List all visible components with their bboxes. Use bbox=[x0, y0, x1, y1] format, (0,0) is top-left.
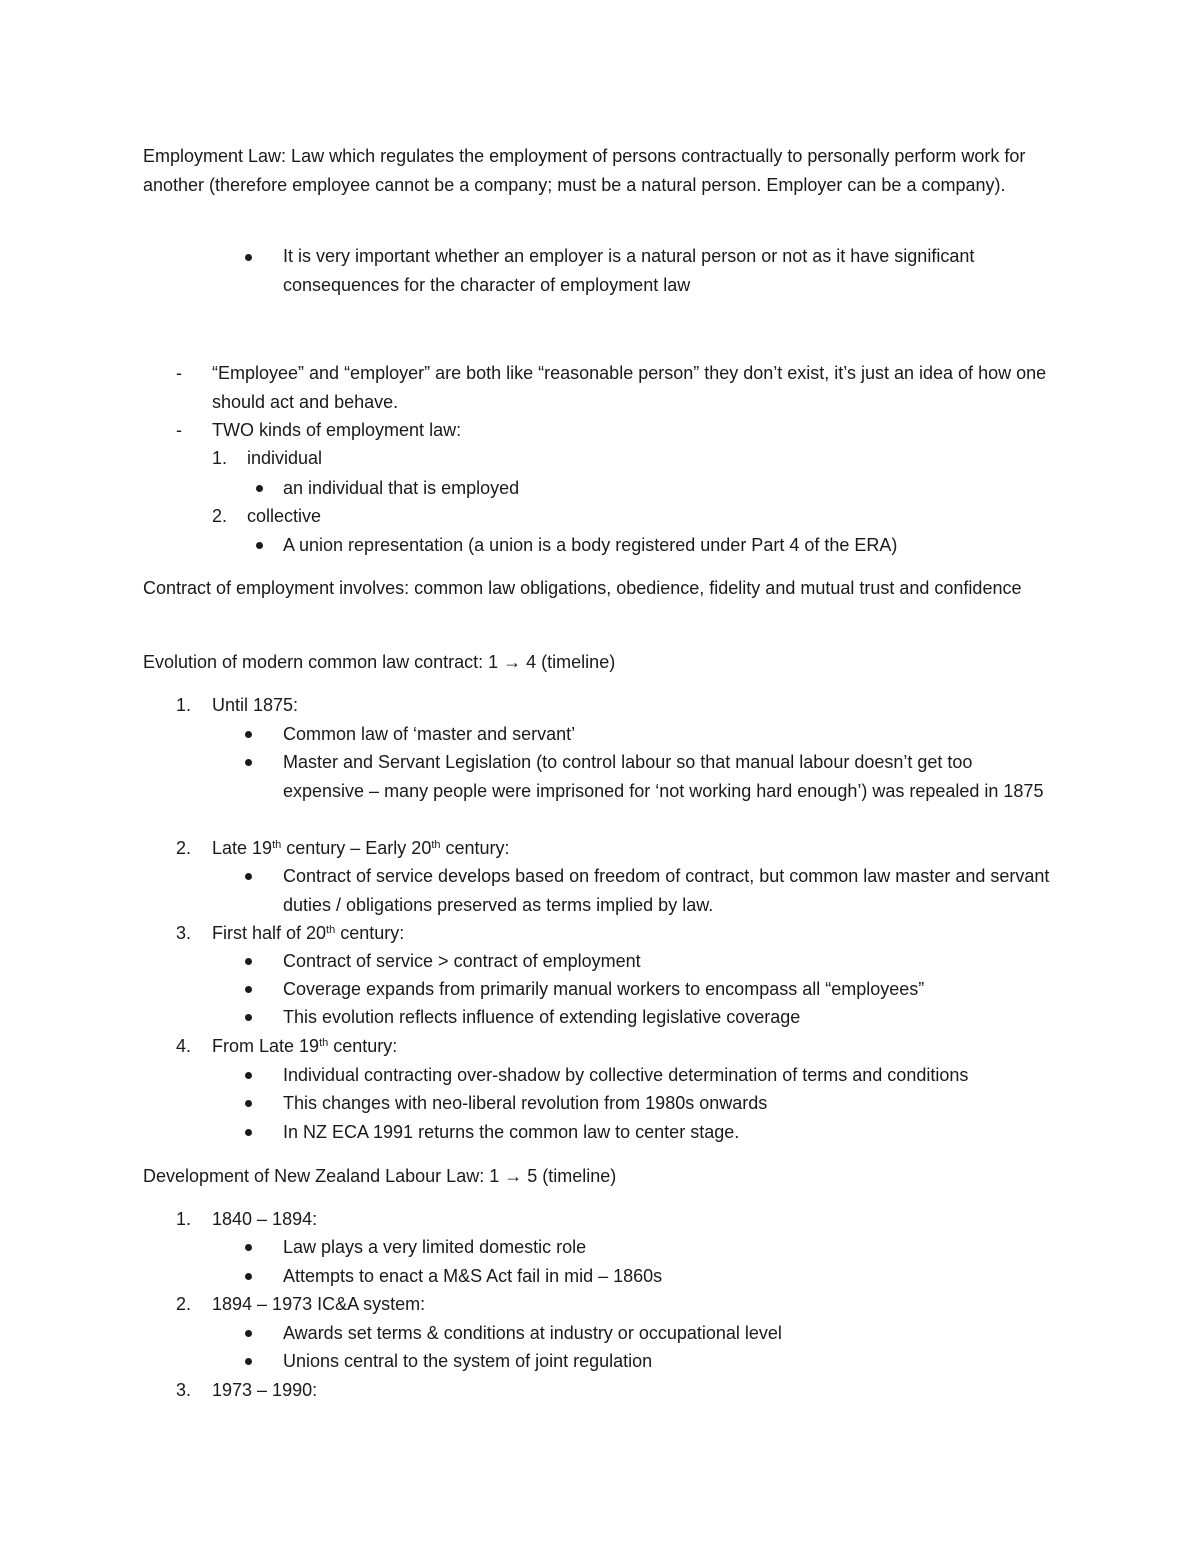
evolution-1-bullet-2: Master and Servant Legislation (to control labour so that manual labour doesn’t get too expensive – many people were imprisoned for ‘not working hard enough’) was repealed in 1875 bbox=[283, 752, 1044, 801]
kind-individual: individual bbox=[247, 448, 323, 468]
bullet-icon bbox=[256, 542, 263, 549]
bullet-icon bbox=[245, 986, 252, 993]
bullet-icon bbox=[245, 1358, 252, 1365]
list-number: 4. bbox=[176, 1036, 192, 1056]
contract-paragraph: Contract of employment involves: common law obligations, obedience, fidelity and mutual trust and confidence bbox=[143, 578, 1022, 598]
evolution-3-bullet-2: Coverage expands from primarily manual workers to encompass all “employees” bbox=[283, 979, 925, 999]
evolution-item-3: First half of 20th century: bbox=[212, 923, 405, 943]
list-number: 1. bbox=[212, 448, 228, 468]
arrow-right-icon: → bbox=[504, 1166, 523, 1186]
evolution-4-bullet-3: In NZ ECA 1991 returns the common law to center stage. bbox=[283, 1122, 740, 1142]
kind-collective-bullet: A union representation (a union is a body registered under Part 4 of the ERA) bbox=[283, 535, 898, 555]
intro-paragraph: Employment Law: Law which regulates the employment of persons contractually to personally perform work for another (therefore employee cannot be a company; must be a natural person. Employer can be a company). bbox=[143, 146, 1026, 195]
bullet-icon bbox=[245, 1129, 252, 1136]
nz-item-3: 1973 – 1990: bbox=[212, 1380, 318, 1400]
evolution-item-4: From Late 19th century: bbox=[212, 1036, 398, 1056]
bullet-icon bbox=[245, 759, 252, 766]
list-number: 2. bbox=[176, 1294, 192, 1314]
nz-labour-law-heading: Development of New Zealand Labour Law: 1 → 5 (timeline) bbox=[143, 1166, 617, 1186]
bullet-icon bbox=[245, 1244, 252, 1251]
evolution-item-2: Late 19th century – Early 20th century: bbox=[212, 838, 510, 858]
list-number: 3. bbox=[176, 923, 192, 943]
bullet-icon bbox=[256, 485, 263, 492]
dash-marker: - bbox=[176, 363, 182, 383]
bullet-icon bbox=[245, 1330, 252, 1337]
bullet-icon bbox=[245, 1014, 252, 1021]
bullet-icon bbox=[245, 254, 252, 261]
nz-1-bullet-1: Law plays a very limited domestic role bbox=[283, 1237, 587, 1257]
nz-item-2: 1894 – 1973 IC&A system: bbox=[212, 1294, 426, 1314]
dash-item-employee-employer: “Employee” and “employer” are both like “reasonable person” they don’t exist, it’s just an idea of how one should act and behave. bbox=[212, 363, 1047, 412]
kind-collective: collective bbox=[247, 506, 322, 526]
evolution-3-bullet-1: Contract of service > contract of employment bbox=[283, 951, 641, 971]
dash-marker: - bbox=[176, 420, 182, 440]
arrow-right-icon: → bbox=[503, 652, 522, 672]
nz-2-bullet-2: Unions central to the system of joint regulation bbox=[283, 1351, 653, 1371]
intro-bullet-text: It is very important whether an employer is a natural person or not as it have significant consequences for the character of employment law bbox=[283, 246, 975, 295]
evolution-4-bullet-1: Individual contracting over-shadow by collective determination of terms and conditions bbox=[283, 1065, 969, 1085]
nz-2-bullet-1: Awards set terms & conditions at industry or occupational level bbox=[283, 1323, 782, 1343]
bullet-icon bbox=[245, 1100, 252, 1107]
nz-1-bullet-2: Attempts to enact a M&S Act fail in mid – 1860s bbox=[283, 1266, 663, 1286]
bullet-icon bbox=[245, 873, 252, 880]
evolution-item-1: Until 1875: bbox=[212, 695, 299, 715]
evolution-heading: Evolution of modern common law contract: 1 → 4 (timeline) bbox=[143, 652, 616, 672]
dash-item-two-kinds: TWO kinds of employment law: bbox=[212, 420, 462, 440]
list-number: 3. bbox=[176, 1380, 192, 1400]
bullet-icon bbox=[245, 958, 252, 965]
list-number: 1. bbox=[176, 695, 192, 715]
bullet-icon bbox=[245, 1273, 252, 1280]
evolution-1-bullet-1: Common law of ‘master and servant’ bbox=[283, 724, 576, 744]
evolution-3-bullet-3: This evolution reflects influence of extending legislative coverage bbox=[283, 1007, 801, 1027]
list-number: 2. bbox=[176, 838, 192, 858]
list-number: 1. bbox=[176, 1209, 192, 1229]
evolution-2-bullet-1: Contract of service develops based on freedom of contract, but common law master and servant duties / obligations preserved as terms implied by law. bbox=[283, 866, 1050, 915]
bullet-icon bbox=[245, 1072, 252, 1079]
bullet-icon bbox=[245, 731, 252, 738]
evolution-4-bullet-2: This changes with neo-liberal revolution from 1980s onwards bbox=[283, 1093, 768, 1113]
list-number: 2. bbox=[212, 506, 228, 526]
kind-individual-bullet: an individual that is employed bbox=[283, 478, 520, 498]
nz-item-1: 1840 – 1894: bbox=[212, 1209, 318, 1229]
